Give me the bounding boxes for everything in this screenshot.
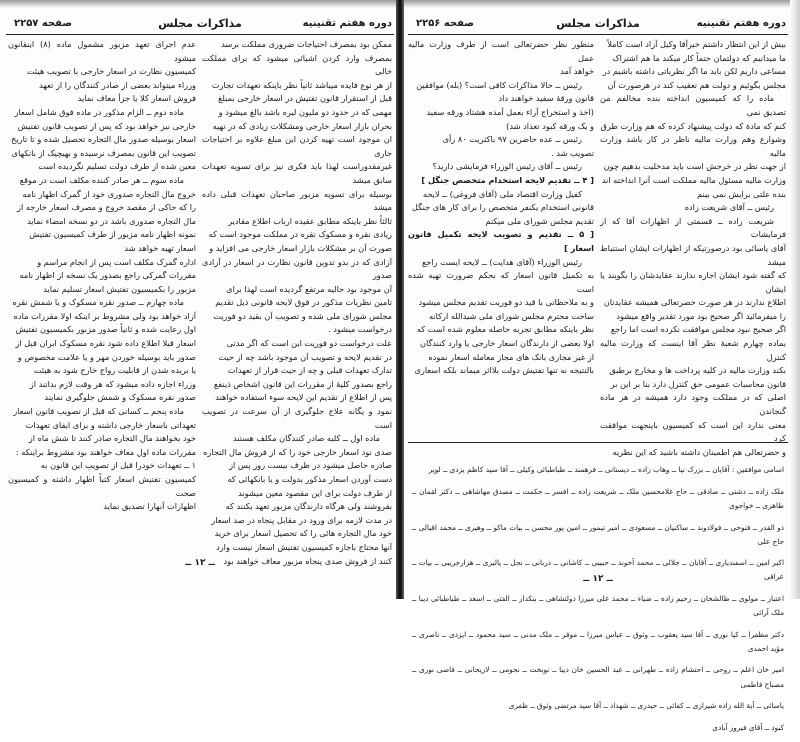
text-line: معین شده از طرف دولت تسلیم نگردیده است [38, 161, 196, 172]
text-line: بحران بازار اسعار خارجی ومشکلات زیادی که در تهیه [212, 120, 392, 131]
folio: ــ ۱۲ ــ [583, 574, 613, 584]
page-number: صفحه ۲۲۵۶ [416, 18, 475, 29]
text-line: از جهت نظر در خرجش است باید مدخلیت بدهیم چون [603, 161, 786, 172]
text-line: اداره گمرک مکلف است پس از انجام مراسم و [37, 256, 196, 267]
text-line: وزارت مالیه مسئول مالیه مملکت است آنرا انداخته اند [601, 174, 786, 185]
text-line: امیر خان اعلم ــ روحی ــ احتشام زاده ــ طهرانی ــ عبد الحسین خان دیبا ــ نوبخت ــ نجومی ــ لاریجانی ــ قاضی نوری ــ مصباح فاطمی [412, 665, 784, 689]
text-line: رئیس الوزراء (آقای هدایت) ــ لایحه ایست راجع [421, 256, 582, 267]
text-line: بیش از این انتظار داشتم خبرآقا وکیل آزاد است کاملاً [607, 39, 786, 49]
text-line: کمیسیون تفتیش اسعار کتباً اظهار داشته و کمیسیون صحت [8, 474, 196, 498]
text-line: ماده اول ــ کلیه صادر کنندگان مکلف هستند [232, 433, 380, 444]
column-right [600, 38, 786, 459]
column-left [8, 38, 196, 514]
text-line: تصویب شد . [551, 147, 594, 158]
scan-edge-right [790, 0, 800, 599]
text-line: بنده علتی برایش نمی بینم [697, 188, 786, 199]
text-line: کبود ــ آقای فیروز آبادی [712, 722, 784, 732]
text-line: معنی ندارد این است که کمیسیون باینجهت موافقت کرد [600, 419, 786, 444]
text-line: و به ملاحظاتی با قید دو فوریت تقدیم مجلس میشود [418, 297, 594, 308]
text-line: اعتبار ــ مولوی ــ طالشخان ــ رحیم زاده ــ ضیاء ــ محمد علی میرزا دولتشاهی ــ بنکدار ــ الفتی ــ اسعد ــ طباطبائی دیبا ــ ملک آرائی [412, 593, 784, 618]
text-line: مجلس بگوئیم و دولت هم تعقیب کند در هرصورت آن [607, 79, 786, 90]
votes-list [412, 456, 784, 742]
text-line: ما میدانیم که دولتمان حتماً کار میکند ما هم اشتراک [612, 52, 786, 63]
text-line: اولا بعضی از دارندگان اسعار خارجی یا وارد کنندگان [419, 338, 594, 349]
text-line: خود مال التجاره هائی را که تحصیل اسعار برای خرید [214, 528, 392, 539]
text-line: بماده چهارم شعبهٔ نظر آقا اینست که وزارت مالیه کنترل [600, 338, 786, 362]
page-number: صفحه ۲۲۵۷ [14, 18, 73, 29]
text-line: قبل از استقرار قانون تفتیش در اسعار خارجی بمبلغ [218, 93, 392, 104]
text-line: از طرف دولت برای این مقصود معین میشوند [238, 487, 392, 498]
text-line: نمونه اظهار نامه مزبور از طرف کمیسیون تفتیش [29, 229, 196, 240]
text-line: مزبور را بکمیسیون تفتیش اسعار تسلیم نماید [43, 283, 196, 294]
text-line: اظهارات آنهارا تصدیق نماید [103, 501, 196, 512]
text-line: دست آوردن اسعار مذکور بدولت و یا بانکهائی که [227, 474, 392, 484]
text-line: علت درخواست دو فوریت این است که اگر مدتی [226, 338, 392, 349]
text-line: ذو القدر ــ فتوحی ــ فولادوند ــ ساکنیان ــ مسعودی ــ امیر تیمور ــ امین پور محسن ــ بیات ماکو ــ وهیری ــ محمد اقبالی ــ حاج علی [412, 522, 784, 546]
text-line: و یک ورقه کبود تعداد شد) [506, 120, 594, 131]
text-line: و حضرتعالی هم اطمینان داشته باشید که این نظریه [612, 446, 786, 457]
text-line: وزراء اجازه داده میشود که هر وقت لازم بدانند از [29, 378, 196, 389]
text-line: ممکن بود بمصرف احتیاجات ضروری مملکت برسد [221, 39, 392, 49]
text-line: اصلی که در مملکت وجود دارد همیشه در هر ماده گنجاندن [600, 392, 786, 417]
text-line: شریعت زاده ــ قسمتی از اظهارات آقا که از فرمایشات [600, 215, 786, 240]
text-line: در مدت لازمه برای ورود در مقابل پنجاه در صد اسعار [211, 514, 392, 525]
text-line: تصویب این قانون بمصرف نرسیده و بهیچیک از بانکهای [11, 147, 196, 158]
page-2257 [6, 10, 394, 595]
text-line: آنها محتاج باجازه کمیسیون تفتیش اسعار نیست وارد [216, 541, 392, 552]
text-line: (اخذ و استخراج آراء بعمل آمده هشتاد ورقه سفید [426, 106, 594, 117]
text-line: دکتر مظفرا ــ کیا نوری ــ آقا سید یعقوب ــ وثوق ــ عباس میرزا ــ موقر ــ ملک مدنی ــ سید محمود ــ ایزدی ــ ناصری ــ مؤید احمدی [412, 629, 784, 653]
text-line: مهمی که در حدود دو ملیون لیره باشد بالغ میشود و [218, 106, 392, 117]
session-label: دوره هفتم تقنینیه [696, 18, 786, 29]
text-line: را که حاکی از مقصد خروج و مصرف اسعار خارجه از [17, 202, 196, 213]
journal-title: مذاکرات مجلس [556, 17, 640, 30]
text-line: اسامی موافقین : آقایان ــ بزرک نیا ــ وهاب زاده ــ دیستانی ــ فرهمند ــ طباطبائی وکیلی ــ آقا سید کاظم یزدی ــ لویر [428, 465, 784, 475]
text-line: وشوارع وهم وزارت مالیه ناظر در کار باشد وزارت مالیه [600, 134, 786, 158]
text-line: راجع بصدور کلیهٔ از مقررات این قانون اشخاص ذینفع [213, 378, 392, 389]
text-line: نظر باینکه مطابق تجربه حاصله معلوم شده است که [416, 324, 594, 335]
text-line: بوسیله برای تسویه مزبور صاحبان تعهدات قبلی داده میشد [202, 188, 392, 213]
text-line: ۱ ــ تعهدات خودرا قبل از تصویب این قانون به [40, 460, 196, 471]
text-line: آزاد خواهد بود ولی مشروط بر اینکه اولا مقررات ماده [13, 310, 196, 321]
text-line: کفیل وزارت اقتصاد ملی (آقای فروغی) ــ لایحه [423, 188, 582, 199]
text-line: ملک زاده ــ دشتی ــ صادقی ــ حاج غلامحسین ملک ــ شریعت زاده ــ افسر ــ حکمت ــ مصدق مهاشاهی ــ دکتر لقمان ــ طاهری ــ خواجوی [412, 486, 784, 510]
text-line: بمصرف وارد کردن اشیائی میشود که برای مملکت خالی [202, 52, 392, 77]
text-line: ثالثاً نظر باینکه مطابق عقیده ارباب اطلاع مقادیر [228, 215, 392, 226]
text-line: خارجی نیز خواهد بود که پس از تصویب قانون تفتیش [17, 120, 196, 131]
running-head-left [6, 16, 394, 35]
text-line: قانونی استخدام یکنفر متخصص را برای کار های جنگل [411, 202, 594, 213]
text-line: اسعار بوسیله صدور مال التجاره تحصیل شده و تا تاریخ [11, 134, 196, 145]
text-line: اطلاع ندارند در هر صورت حضرتعالی همیشه عقایدتان [603, 297, 786, 308]
text-line: غیرمقدوراست لهذا باید فکری نیز برای تسویه تعهدات سابق میشد [202, 161, 392, 185]
text-line: صدور باید بوسیله خوردن مهر و یا علامت مخصوص و [17, 351, 196, 362]
text-line: مقررات ماده اول معاف خواهند بود مشروط براینکه : [15, 446, 196, 457]
journal-title: مذاکرات مجلس [158, 17, 242, 30]
text-line: صورت آن بر مشکلات بازار اسعار خارجی می افزاید و [209, 242, 392, 253]
text-line: مال التجاره صدوری باشد در دو نسخه امضاء نماید [26, 215, 196, 226]
text-line: خود بخواهند مال التجاره صادر کنند تا شش ماه از [28, 433, 196, 444]
text-line: یا بریده شدن از قابلیت رواج خارج شود به هیئت [33, 365, 196, 376]
text-line: آن موجود بود حالیه مرتفع گردیده است لهذا برای [226, 283, 392, 294]
text-line: زیادی نقره و مسکوک نقره در مملکت موجود است که [208, 229, 392, 240]
text-line: قانون محاسبات عمومی حق کنترل دارد بنا بر این بر [610, 378, 786, 389]
text-line: صادره حاصل میشود در ظرف بیست روز پس از [229, 460, 392, 471]
text-line: ماده چهارم ــ صدور نقره مسکوک و یا شمش نقره [12, 297, 184, 308]
page-2256 [408, 10, 788, 732]
column-left [408, 38, 594, 378]
text-line: ماده را که کمیسیون انداخته بنده مخالفم من تصدیق نمی [600, 93, 786, 117]
text-line: اکبر امین ــ اسفندیاری ــ آقایان ــ جلالی ــ محمد آخوند ــ حبیبی ــ کاشانی ــ دربانی ــ نجل ــ پالیزی ــ هزارجریبی ــ بیات ــ عراقی [412, 558, 784, 582]
text-line: کمیسیون نظارت در اسعار خارجی با تصویب هیئت [26, 66, 196, 77]
text-line: فروش اسعار کلا یا جزأ معاف نماید [77, 93, 196, 104]
text-line: کنم که مادهٔ که دولت پیشنهاد کرده که هم وزارت طرق [600, 120, 786, 131]
text-line: منظور نظر حضرتعالی است از طرف وزارت مالیه عمل [408, 39, 594, 63]
text-line: [ ۴ ــ تقدیم لایحه استخدام متخصص جنگل ] [421, 174, 594, 185]
text-line: در تقدیم لایحه و تصویب آن موجود باشد چه از حیث [218, 351, 392, 362]
text-line: تامین نظریات مذکور در فوق لایحه قانونی ذیل تقدیم [215, 297, 392, 308]
text-line: مقررات گمرکی راجع بصدور یک نسخه از اظهار نامه [19, 270, 196, 281]
text-line: تقدیم مجلس شورای ملی میکنم [485, 215, 594, 226]
book-gutter [396, 0, 404, 599]
text-line: ساحت محترم مجلس شورای ملی شیدالله ارکانه [428, 310, 594, 321]
text-line: ماده سوم ــ هر صادر کننده مکلف است در موقع [19, 174, 184, 185]
text-line: رئیس ــ حالا مذاکرات کافی است؟ (بله) موافقین [416, 79, 582, 90]
section-divider [408, 442, 788, 443]
text-line: پس از اطلاع از تقدیم این لایحه سوء استفاده خواهند [215, 392, 392, 403]
text-line: که گفته شود ایشان اجازه ندارند عقایدشان را بگویند یا ایشان [600, 270, 786, 294]
text-line: بالنتیجه نه تنها تفتیش دولت بلااثر میماند بلکه اسعاری [414, 365, 594, 376]
text-line: از غیر مجاری بانک های مجاز معامله اسعار نموده [428, 351, 594, 362]
text-line: عدم اجرای تعهد مزبور مشمول ماده (۸) اینقانون میشود [8, 39, 197, 63]
text-line: ماده پنجم ــ کسانی که قبل از تصویب قانون اسعار [13, 406, 184, 417]
text-line: [ ۵ ــ تقدیم و تصویب لایحه تکمیل قانون اسعار ] [408, 229, 595, 253]
session-label: دوره هفتم تقنینیه [302, 18, 392, 29]
text-line: کنند از فروش صدی پنجاه مزبور معاف خواهند بود [223, 555, 392, 566]
text-line: ماده دوم ــ الزام مذکور در ماده فوق شامل اسعار [14, 106, 184, 117]
text-line: ان موجود است تهیه کردن این مبلغ علاوه بر احتیاجات جاری [202, 134, 392, 158]
text-line: تعهداتی باسعار خارجی داشته و برای ایفای تعهدات [25, 419, 196, 430]
running-head-right [408, 16, 788, 35]
text-line: از هر نوع فایده میباشد ثانیاً نظر باینکه تعهدات تجارت [211, 79, 392, 90]
text-line: صدی نود اسعار خارجی خود را که از فروش مال التجاره [203, 446, 392, 457]
text-line: را میفرمائید اگر صحیح بود مورد تقدیر واقع میشود [616, 310, 786, 321]
text-line: رئیس ــ آقای رئیس الوزراء فرمایشی دارید؟ [432, 161, 582, 172]
text-line: آزادی که در بدو تدوین قانون نظارت در اسعار در آزادی صدور [202, 256, 392, 281]
text-line: اگر صحیح نبود مجلس موافقت نکرده است اما راجع [610, 324, 786, 335]
text-line: مساعی داریم لکن باید ما اگر نظرباتی داشته باشیم در [602, 66, 786, 77]
text-line: رئیس ــ آقای شریعت زاده [684, 202, 774, 213]
text-line: بکند وزارت مالیه در کلیه پرداخت ها و مخارج برطبق [609, 365, 786, 376]
text-line: تدارک تعهدات قبلی و چه از حیث قرار از تعهدات [227, 365, 392, 376]
text-line: نمود و یگانه علاج جلوگیری از آن سرعت در تصویب است [202, 406, 392, 430]
text-line: آقای یاسائی بود درصورتیکه از اظهارات ایشان استنباط میشد [600, 242, 786, 267]
text-line: بفروشند ولی هرگاه دارندگان مزبور تعهد بکنند که [225, 501, 392, 512]
text-line: خروج مال التجاره صدوری خود از گمرک اظهار نامه [22, 188, 196, 199]
text-line: رئیس ــ عده حاضرین ۹۷ باکثریت ۸۰ رأی [442, 134, 582, 145]
text-line: وزراء میتواند بعضی از صادر کنندگان را از تعهد [39, 79, 196, 90]
text-line: به تکمیل قانون اسعار که بحکم ضرورت تهیه شده است [408, 270, 594, 294]
text-line: مجلس شورای ملی شده و تصویب آن بقید دو فوریت [213, 310, 392, 321]
text-line: اول رعایت شده و ثانیاً صدور مزبور بکمیسیون تفتیش [15, 324, 196, 335]
text-line: خواهد آمد [560, 66, 594, 77]
text-line: اسعار تهیه خواهد شد [124, 242, 196, 253]
text-line: یاسائی ــ آیة الله زاده شیرازی ــ کفائی ــ حیدری ــ شهداد ــ آقا سید مرتضی وثوق ــ ظفری [508, 701, 784, 711]
text-line: اسعار قبلا اطلاع داده شود نقره مسکوک ایران قبل از [15, 338, 196, 349]
text-line: قانون ورقهٔ سفید خواهند داد [498, 93, 594, 104]
text-line: درخواست میشود . [328, 324, 392, 335]
column-right [202, 38, 392, 568]
text-line: صدور نقره مسکوک و شمش جلوگیری نمایند [44, 392, 196, 403]
folio: ــ ۱۲ ــ [185, 558, 215, 568]
